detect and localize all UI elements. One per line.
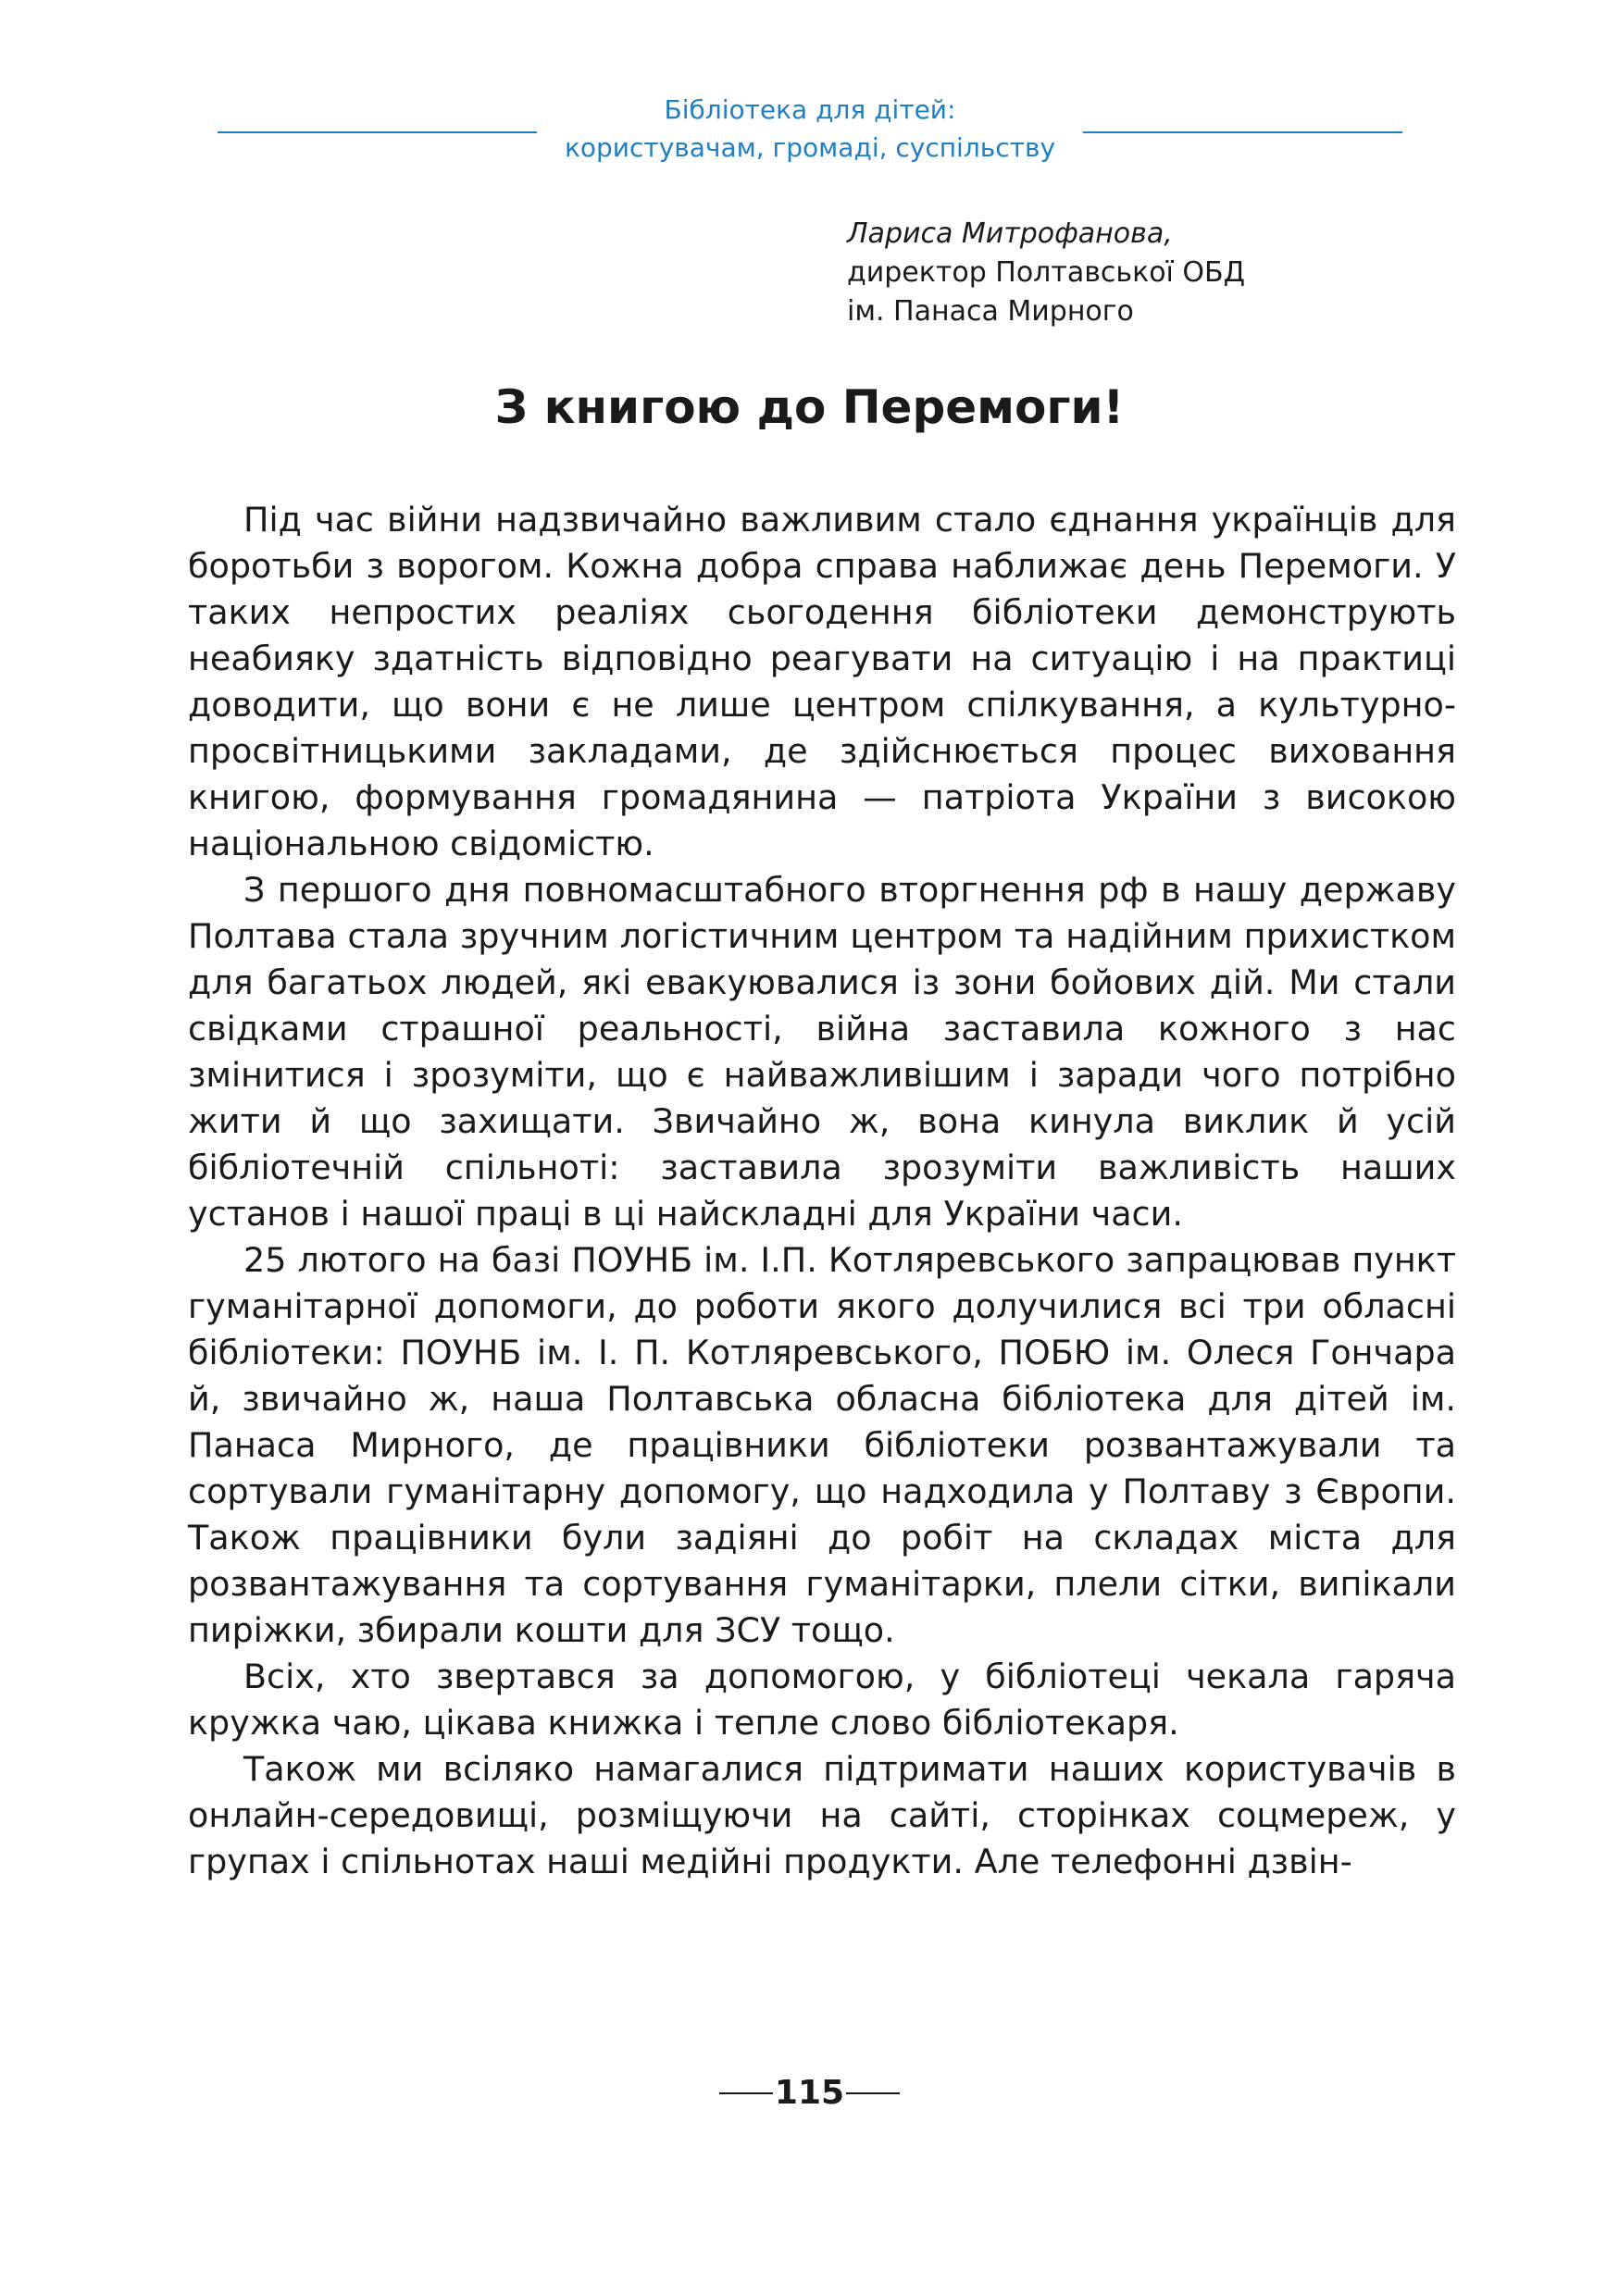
header-line-1: Бібліотека для дітей: — [664, 94, 956, 125]
article-body — [188, 497, 1456, 1885]
header-text — [537, 91, 1083, 167]
page-number: 115 — [774, 2074, 845, 2112]
paragraph: З першого дня повномасштабного вторгнення рф в нашу державу Полтава стала зручним логістичним центром та надійним прихистком для багатьох людей, які евакуювалися із зони бойових дій. Ми стали свідками страшної реальності, війна заставила кожного з нас змінитися і зрозуміти, що є найважливішим і заради чого потрібно жити й що захищати. Звичайно ж, вона кинула виклик й усій бібліотечній спільноті: заставила зрозуміти важливість наших установ і нашої праці в ці найскладні для України часи. — [188, 870, 1456, 1234]
footer-rule-right — [846, 2092, 900, 2094]
author-block — [847, 215, 1495, 331]
paragraph: Під час війни надзвичайно важливим стало єднання українців для боротьби з ворогом. Кожна добра справа наближає день Перемоги. У таких непростих реаліях сьогодення бібліотеки демонструють неабияку здатність відповідно реагувати на ситуацію і на практиці доводити, що вони є не лише центром спілкування, а культурно-просвітницькими закладами, де здійснюється процес виховання книгою, формування громадянина — патріота України з високою національною свідомістю. — [188, 500, 1456, 863]
paragraph: 25 лютого на базі ПОУНБ ім. І.П. Котляревського запрацював пункт гуманітарної допомоги, до роботи якого долучилися всі три обласні бібліотеки: ПОУНБ ім. І. П. Котляревського, ПОБЮ ім. Олеся Гончара й, звичайно ж, наша Полтавська обласна бібліотека для дітей ім. Панаса Мирного, де працівники бібліотеки розвантажували та сортували гуманітарну допомогу, що надходила у Полтаву з Європи. Також працівники були задіяні до робіт на складах міста для розвантажування та сортування гуманітарки, плели сітки, випікали пиріжки, збирали кошти для ЗСУ тощо. — [188, 1240, 1456, 1650]
author-role-line-1: директор Полтавської ОБД — [847, 256, 1246, 289]
author-name: Лариса Митрофанова, — [847, 217, 1173, 250]
article-title: З книгою до Перемоги! — [494, 380, 1125, 434]
author-role-line-2: ім. Панаса Мирного — [847, 295, 1134, 328]
paragraph: Також ми всіляко намагалися підтримати наших користувачів в онлайн-середовищі, розміщуючи на сайті, сторінках соцмереж, у групах і спільнотах наші медійні продукти. Але телефонні дзвін- — [188, 1749, 1456, 1881]
header-rule-right — [1083, 131, 1402, 133]
page-footer — [0, 2070, 1619, 2116]
footer-rule-left — [719, 2092, 773, 2094]
paragraph: Всіх, хто звертався за допомогою, у бібліотеці чекала гаряча кружка чаю, цікава книжка і тепле слово бібліотекаря. — [188, 1657, 1456, 1743]
running-header — [0, 91, 1619, 174]
header-line-2: користувачам, громаді, суспільству — [564, 132, 1056, 163]
header-rule-left — [218, 131, 537, 133]
